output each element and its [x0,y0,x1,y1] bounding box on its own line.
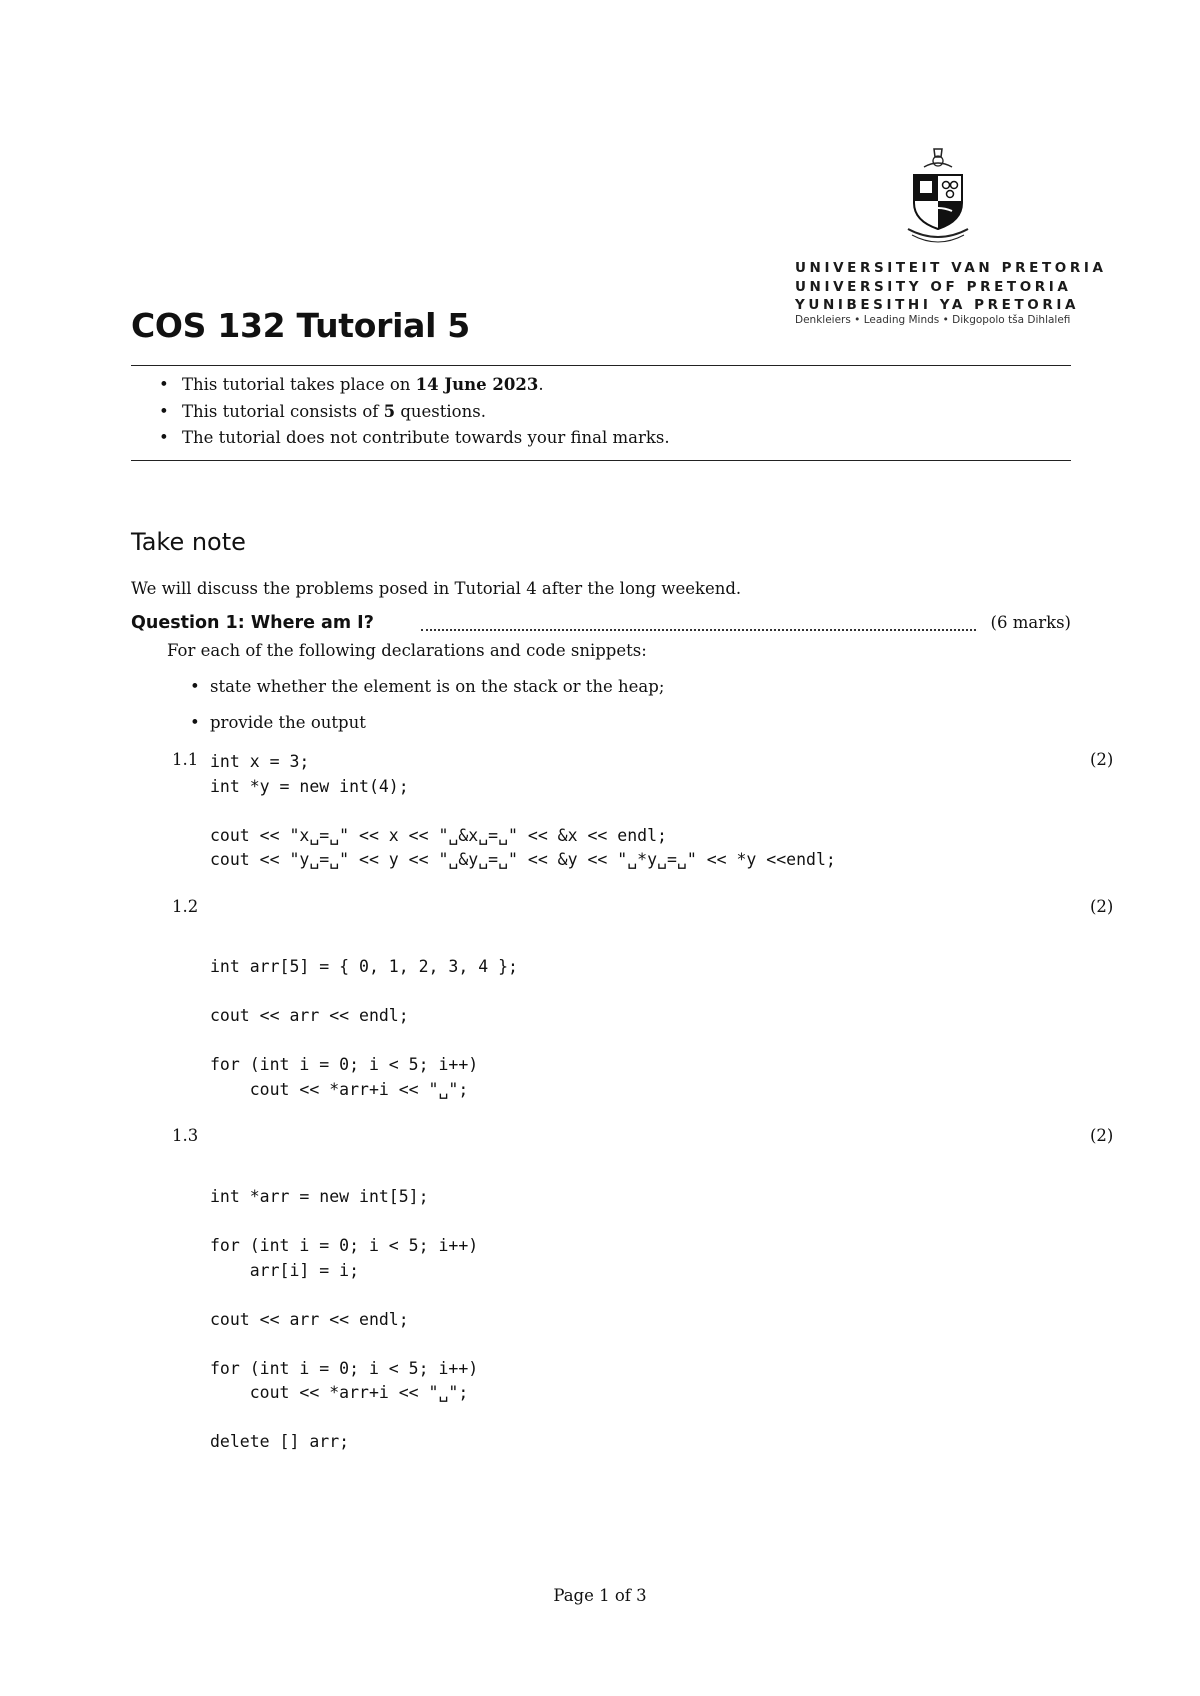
question-1-title: Question 1: Where am I? [131,613,380,633]
dotted-leader [421,629,976,631]
take-note-heading: Take note [131,528,246,556]
question-1-header [131,613,1071,639]
code-snippet: int x = 3; int *y = new int(4); cout << "x␣=␣" << x << "␣&x␣=␣" << &x << endl; cout << "y␣=␣" << y << "␣&y␣=␣" << &y << "␣*y␣=␣" << *y <<endl; [210,752,836,869]
bottom-divider [131,460,1071,461]
university-name-sepedi: YUNIBESITHI YA PRETORIA [795,297,1080,313]
info-text: The tutorial does not contribute towards your final marks. [182,428,670,447]
item-marks: (2) [1090,750,1114,769]
item-number: 1.2 [172,897,199,916]
info-date: 14 June 2023 [415,375,539,394]
instruction-text: state whether the element is on the stack or the heap; [210,677,665,696]
question-1-marks: (6 marks) [987,613,1071,632]
take-note-text: We will discuss the problems posed in Tutorial 4 after the long weekend. [131,579,742,598]
university-name-english: UNIVERSITY OF PRETORIA [795,279,1072,295]
code-snippet: int arr[5] = { 0, 1, 2, 3, 4 }; cout << arr << endl; for (int i = 0; i < 5; i++) cout << *arr+i << "␣"; [210,957,518,1099]
question-1-intro: For each of the following declarations and code snippets: [167,641,647,660]
university-motto: Denkleiers • Leading Minds • Dikgopolo tša Dihlalefi [795,314,1071,326]
info-text: . [538,375,544,394]
top-divider [131,365,1071,366]
university-crest-logo [900,145,976,245]
page-number: Page 1 of 3 [553,1586,647,1605]
info-text: This tutorial takes place on [182,375,416,394]
info-text: This tutorial consists of [182,401,384,421]
page-title: COS 132 Tutorial 5 [131,306,470,345]
code-snippet: int *arr = new int[5]; for (int i = 0; i < 5; i++) arr[i] = i; cout << arr << endl; for (int i = 0; i < 5; i++) cout << *arr+i << "␣"; delete [] arr; [210,1187,479,1451]
item-number: 1.3 [172,1126,199,1145]
info-text: questions. [395,401,486,421]
item-number: 1.1 [172,750,199,769]
item-marks: (2) [1090,1126,1114,1145]
university-name-afrikaans: UNIVERSITEIT VAN PRETORIA [795,260,1107,276]
instruction-text: provide the output [210,713,366,732]
item-marks: (2) [1090,897,1114,916]
info-count: 5 [383,401,396,421]
